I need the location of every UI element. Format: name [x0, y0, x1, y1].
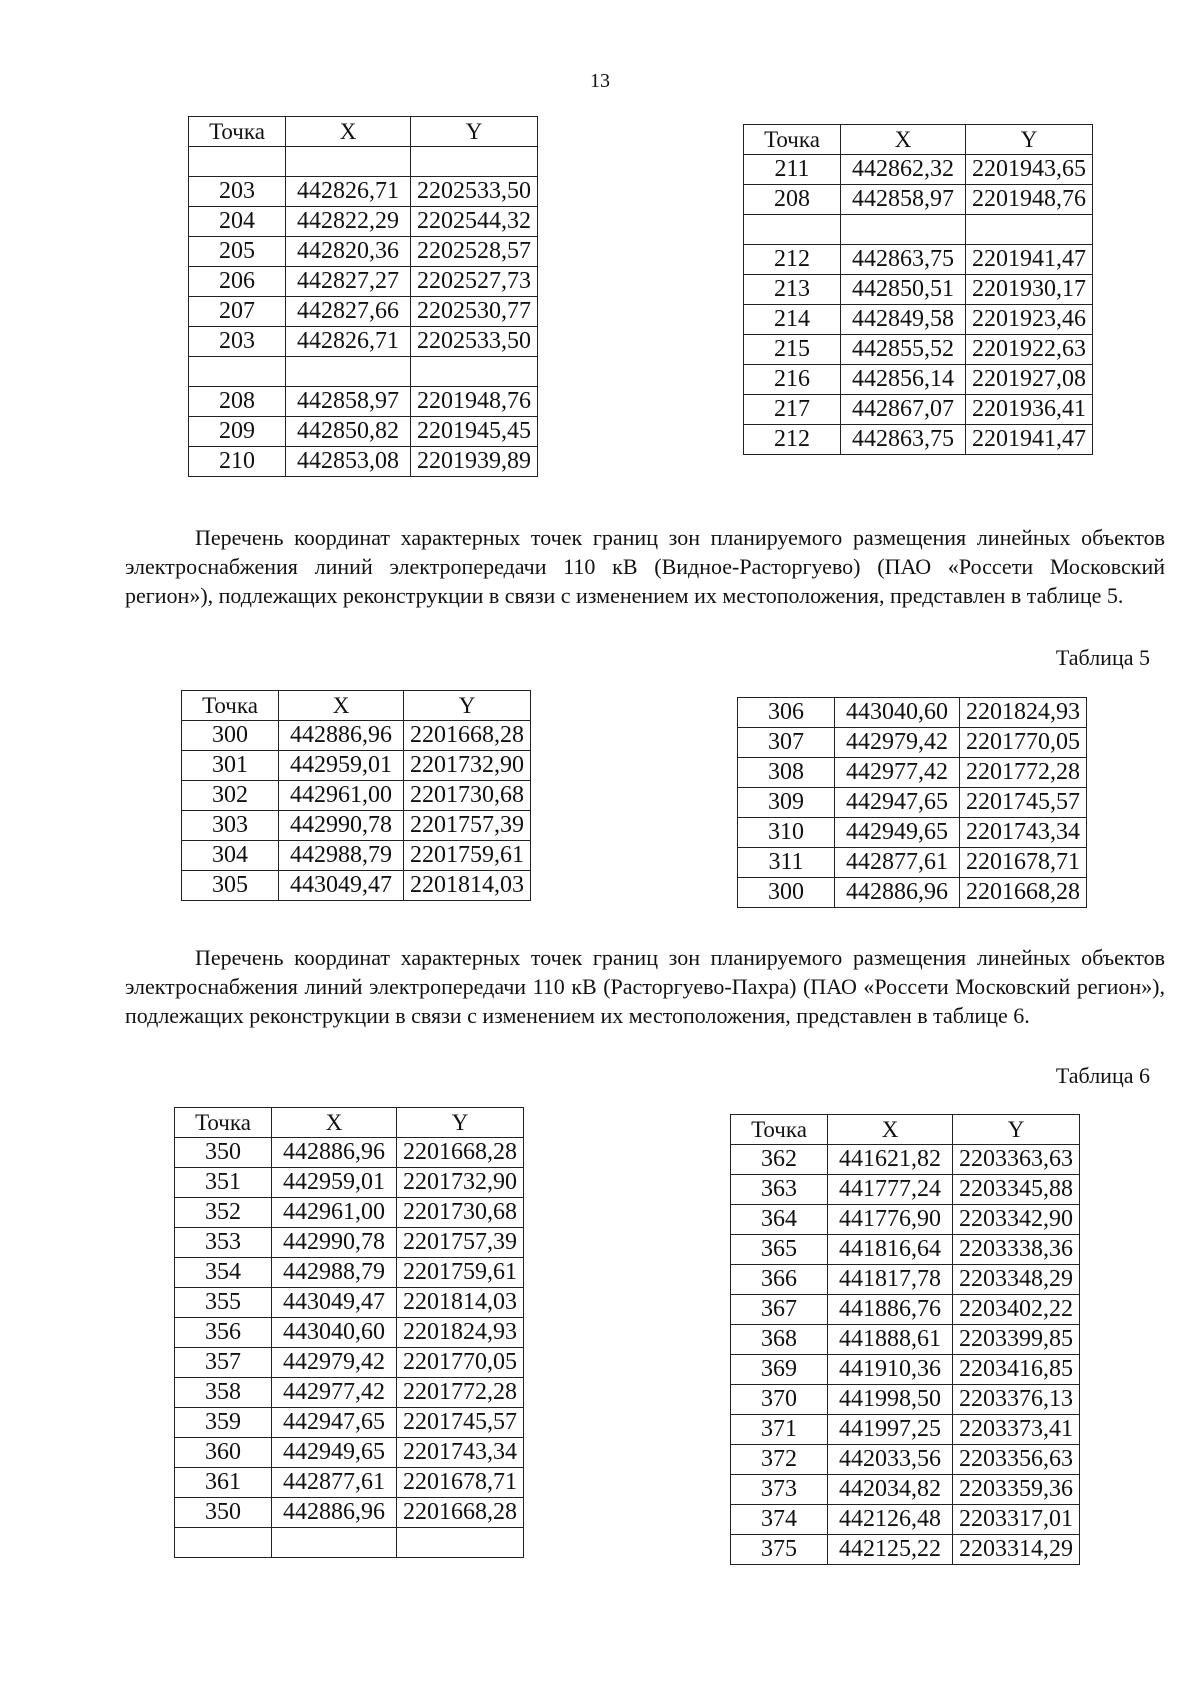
- x-cell: 442949,65: [835, 818, 960, 848]
- table-row: [189, 237, 538, 267]
- col-header-point: Точка: [175, 1108, 272, 1138]
- table-row: [738, 788, 1087, 818]
- point-cell: 352: [175, 1198, 272, 1228]
- table-row: [738, 698, 1087, 728]
- y-cell: 2201668,28: [404, 721, 531, 751]
- x-cell: 442977,42: [272, 1378, 397, 1408]
- table-row: [182, 841, 531, 871]
- col-header-point: Точка: [189, 117, 286, 147]
- table-row: [175, 1138, 524, 1168]
- x-cell: 441888,61: [828, 1325, 953, 1355]
- point-cell: 358: [175, 1378, 272, 1408]
- x-cell: 441998,50: [828, 1385, 953, 1415]
- point-cell: 303: [182, 811, 279, 841]
- table-row: [182, 721, 531, 751]
- table-row: [182, 751, 531, 781]
- y-cell: 2201668,28: [397, 1138, 524, 1168]
- coord-table: [174, 1107, 524, 1558]
- table-row: [175, 1498, 524, 1528]
- point-cell: 368: [731, 1325, 828, 1355]
- table-header-row: [175, 1108, 524, 1138]
- x-cell: [286, 147, 411, 177]
- table-row: [175, 1168, 524, 1198]
- y-cell: 2203356,63: [953, 1445, 1080, 1475]
- y-cell: 2201668,28: [960, 878, 1087, 908]
- y-cell: 2201945,45: [411, 417, 538, 447]
- table-row: [189, 147, 538, 177]
- y-cell: 2203363,63: [953, 1145, 1080, 1175]
- x-cell: 442886,96: [272, 1138, 397, 1168]
- x-cell: 442949,65: [272, 1438, 397, 1468]
- point-cell: 304: [182, 841, 279, 871]
- table-row: [189, 387, 538, 417]
- point-cell: 310: [738, 818, 835, 848]
- point-cell: 350: [175, 1138, 272, 1168]
- x-cell: 441886,76: [828, 1295, 953, 1325]
- table-row: [744, 215, 1093, 245]
- x-cell: 442850,82: [286, 417, 411, 447]
- point-cell: 206: [189, 267, 286, 297]
- point-cell: 207: [189, 297, 286, 327]
- point-cell: 213: [744, 275, 841, 305]
- y-cell: [397, 1528, 524, 1558]
- x-cell: 442856,14: [841, 365, 966, 395]
- x-cell: 443040,60: [272, 1318, 397, 1348]
- table-row: [731, 1145, 1080, 1175]
- point-cell: 353: [175, 1228, 272, 1258]
- table-row: [189, 447, 538, 477]
- table-row: [731, 1355, 1080, 1385]
- y-cell: 2201759,61: [404, 841, 531, 871]
- y-cell: 2203399,85: [953, 1325, 1080, 1355]
- x-cell: 442853,08: [286, 447, 411, 477]
- y-cell: 2203373,41: [953, 1415, 1080, 1445]
- point-cell: 359: [175, 1408, 272, 1438]
- x-cell: [272, 1528, 397, 1558]
- coord-table: [188, 116, 538, 477]
- point-cell: 367: [731, 1295, 828, 1325]
- x-cell: 442126,48: [828, 1505, 953, 1535]
- y-cell: 2201943,65: [966, 155, 1093, 185]
- point-cell: 361: [175, 1468, 272, 1498]
- y-cell: [966, 215, 1093, 245]
- table-row: [738, 848, 1087, 878]
- table-row: [189, 207, 538, 237]
- y-cell: 2201941,47: [966, 425, 1093, 455]
- y-cell: 2201936,41: [966, 395, 1093, 425]
- coord-table: [743, 124, 1093, 455]
- table-row: [738, 728, 1087, 758]
- point-cell: [189, 147, 286, 177]
- table-row: [189, 267, 538, 297]
- point-cell: 351: [175, 1168, 272, 1198]
- x-cell: 442033,56: [828, 1445, 953, 1475]
- point-cell: 203: [189, 327, 286, 357]
- y-cell: 2201772,28: [397, 1378, 524, 1408]
- y-cell: 2202533,50: [411, 327, 538, 357]
- x-cell: 442034,82: [828, 1475, 953, 1505]
- y-cell: 2202533,50: [411, 177, 538, 207]
- col-header-x: X: [279, 691, 404, 721]
- col-header-x: X: [272, 1108, 397, 1138]
- x-cell: 441910,36: [828, 1355, 953, 1385]
- x-cell: 442877,61: [835, 848, 960, 878]
- x-cell: 442822,29: [286, 207, 411, 237]
- table-row: [731, 1415, 1080, 1445]
- point-cell: [175, 1528, 272, 1558]
- y-cell: 2202527,73: [411, 267, 538, 297]
- point-cell: 307: [738, 728, 835, 758]
- table-row: [189, 177, 538, 207]
- y-cell: 2203376,13: [953, 1385, 1080, 1415]
- table-row: [189, 297, 538, 327]
- y-cell: 2201770,05: [397, 1348, 524, 1378]
- table-row: [189, 357, 538, 387]
- x-cell: 442827,27: [286, 267, 411, 297]
- point-cell: 214: [744, 305, 841, 335]
- table-row: [731, 1505, 1080, 1535]
- x-cell: 442849,58: [841, 305, 966, 335]
- point-cell: 302: [182, 781, 279, 811]
- point-cell: 363: [731, 1175, 828, 1205]
- table-row: [744, 185, 1093, 215]
- x-cell: 441777,24: [828, 1175, 953, 1205]
- table-row: [175, 1378, 524, 1408]
- x-cell: 442886,96: [835, 878, 960, 908]
- x-cell: 442858,97: [841, 185, 966, 215]
- x-cell: 442959,01: [272, 1168, 397, 1198]
- point-cell: 305: [182, 871, 279, 901]
- table-row: [731, 1445, 1080, 1475]
- table-row: [731, 1325, 1080, 1355]
- x-cell: [841, 215, 966, 245]
- y-cell: 2201930,17: [966, 275, 1093, 305]
- y-cell: 2201772,28: [960, 758, 1087, 788]
- table-row: [731, 1235, 1080, 1265]
- x-cell: 442863,75: [841, 425, 966, 455]
- point-cell: [744, 215, 841, 245]
- x-cell: 442988,79: [279, 841, 404, 871]
- point-cell: 300: [738, 878, 835, 908]
- table-row: [175, 1318, 524, 1348]
- point-cell: 366: [731, 1265, 828, 1295]
- point-cell: 204: [189, 207, 286, 237]
- table-row: [175, 1468, 524, 1498]
- x-cell: 441817,78: [828, 1265, 953, 1295]
- y-cell: 2201757,39: [397, 1228, 524, 1258]
- y-cell: 2202544,32: [411, 207, 538, 237]
- y-cell: 2201668,28: [397, 1498, 524, 1528]
- point-cell: 311: [738, 848, 835, 878]
- table-row: [744, 305, 1093, 335]
- y-cell: 2201922,63: [966, 335, 1093, 365]
- y-cell: 2201948,76: [966, 185, 1093, 215]
- table-row: [738, 818, 1087, 848]
- y-cell: 2201678,71: [397, 1468, 524, 1498]
- table-row: [738, 878, 1087, 908]
- point-cell: 360: [175, 1438, 272, 1468]
- y-cell: 2201743,34: [397, 1438, 524, 1468]
- table-row: [731, 1205, 1080, 1235]
- point-cell: 364: [731, 1205, 828, 1235]
- table-row: [731, 1535, 1080, 1565]
- table-row: [175, 1198, 524, 1228]
- point-cell: 354: [175, 1258, 272, 1288]
- table-row: [175, 1258, 524, 1288]
- point-cell: 362: [731, 1145, 828, 1175]
- point-cell: 212: [744, 425, 841, 455]
- table-row: [182, 811, 531, 841]
- y-cell: 2201948,76: [411, 387, 538, 417]
- x-cell: 442947,65: [835, 788, 960, 818]
- point-cell: 203: [189, 177, 286, 207]
- y-cell: 2201732,90: [397, 1168, 524, 1198]
- table5-caption: Таблица 5: [1055, 645, 1150, 670]
- y-cell: 2201824,93: [397, 1318, 524, 1348]
- y-cell: 2203317,01: [953, 1505, 1080, 1535]
- point-cell: 372: [731, 1445, 828, 1475]
- x-cell: 442125,22: [828, 1535, 953, 1565]
- y-cell: 2203345,88: [953, 1175, 1080, 1205]
- table-row: [175, 1408, 524, 1438]
- x-cell: 443049,47: [279, 871, 404, 901]
- y-cell: 2202530,77: [411, 297, 538, 327]
- point-cell: 373: [731, 1475, 828, 1505]
- table-header-row: [731, 1115, 1080, 1145]
- table6-caption: Таблица 6: [1055, 1063, 1150, 1088]
- y-cell: 2203342,90: [953, 1205, 1080, 1235]
- y-cell: 2201745,57: [960, 788, 1087, 818]
- y-cell: 2201678,71: [960, 848, 1087, 878]
- x-cell: 442820,36: [286, 237, 411, 267]
- y-cell: 2201730,68: [404, 781, 531, 811]
- table-header-row: [744, 125, 1093, 155]
- table-row: [175, 1288, 524, 1318]
- point-cell: 210: [189, 447, 286, 477]
- point-cell: 365: [731, 1235, 828, 1265]
- y-cell: [411, 147, 538, 177]
- x-cell: 443040,60: [835, 698, 960, 728]
- x-cell: 442886,96: [279, 721, 404, 751]
- point-cell: 370: [731, 1385, 828, 1415]
- y-cell: 2202528,57: [411, 237, 538, 267]
- table-row: [731, 1385, 1080, 1415]
- paragraph-table6-intro: Перечень координат характерных точек границ зон планируемого размещения линейных объектов электроснабжения линий электропередачи 110 кВ (Расторгуево-Пахра) (ПАО «Россети Московский регион»), подлежащих реконструкции в связи с изменением их местоположения, представлен в таблице 6.: [125, 945, 1165, 1028]
- table-row: [175, 1438, 524, 1468]
- x-cell: 442826,71: [286, 177, 411, 207]
- point-cell: 375: [731, 1535, 828, 1565]
- page-number: 13: [590, 70, 610, 92]
- table-row: [731, 1265, 1080, 1295]
- x-cell: 442850,51: [841, 275, 966, 305]
- col-header-y: Y: [953, 1115, 1080, 1145]
- x-cell: 442886,96: [272, 1498, 397, 1528]
- table-header-row: [189, 117, 538, 147]
- table-row: [731, 1175, 1080, 1205]
- x-cell: 442990,78: [272, 1228, 397, 1258]
- point-cell: 308: [738, 758, 835, 788]
- col-header-y: Y: [966, 125, 1093, 155]
- x-cell: 442867,07: [841, 395, 966, 425]
- table-row: [744, 275, 1093, 305]
- point-cell: 356: [175, 1318, 272, 1348]
- point-cell: 215: [744, 335, 841, 365]
- table-row: [175, 1228, 524, 1258]
- table-row: [189, 417, 538, 447]
- table-row: [175, 1528, 524, 1558]
- x-cell: 442961,00: [272, 1198, 397, 1228]
- y-cell: 2201732,90: [404, 751, 531, 781]
- table-row: [744, 335, 1093, 365]
- point-cell: [189, 357, 286, 387]
- y-cell: 2203402,22: [953, 1295, 1080, 1325]
- point-cell: 374: [731, 1505, 828, 1535]
- paragraph-table5-intro: Перечень координат характерных точек границ зон планируемого размещения линейных объектов электроснабжения линий электропередачи 110 кВ (Видное-Расторгуево) (ПАО «Россети Московский регион»), подлежащих реконструкции в связи с изменением их местоположения, представлен в таблице 5.: [125, 525, 1165, 608]
- point-cell: 216: [744, 365, 841, 395]
- point-cell: 300: [182, 721, 279, 751]
- table-row: [731, 1295, 1080, 1325]
- x-cell: 442947,65: [272, 1408, 397, 1438]
- point-cell: 205: [189, 237, 286, 267]
- point-cell: 309: [738, 788, 835, 818]
- coord-table: [730, 1114, 1080, 1565]
- x-cell: 441816,64: [828, 1235, 953, 1265]
- x-cell: 442855,52: [841, 335, 966, 365]
- col-header-y: Y: [404, 691, 531, 721]
- table-row: [731, 1475, 1080, 1505]
- y-cell: 2201743,34: [960, 818, 1087, 848]
- col-header-point: Точка: [182, 691, 279, 721]
- point-cell: 301: [182, 751, 279, 781]
- y-cell: 2201745,57: [397, 1408, 524, 1438]
- point-cell: 306: [738, 698, 835, 728]
- y-cell: 2201941,47: [966, 245, 1093, 275]
- table-row: [744, 395, 1093, 425]
- table-row: [189, 327, 538, 357]
- table-row: [744, 425, 1093, 455]
- table-row: [744, 155, 1093, 185]
- y-cell: 2201824,93: [960, 698, 1087, 728]
- x-cell: 442827,66: [286, 297, 411, 327]
- col-header-y: Y: [411, 117, 538, 147]
- col-header-point: Точка: [744, 125, 841, 155]
- x-cell: 442826,71: [286, 327, 411, 357]
- y-cell: 2201770,05: [960, 728, 1087, 758]
- col-header-point: Точка: [731, 1115, 828, 1145]
- y-cell: 2203314,29: [953, 1535, 1080, 1565]
- x-cell: 442979,42: [835, 728, 960, 758]
- point-cell: 209: [189, 417, 286, 447]
- table-row: [744, 365, 1093, 395]
- y-cell: 2201927,08: [966, 365, 1093, 395]
- table-header-row: [182, 691, 531, 721]
- x-cell: 441997,25: [828, 1415, 953, 1445]
- point-cell: 208: [189, 387, 286, 417]
- y-cell: 2203348,29: [953, 1265, 1080, 1295]
- col-header-y: Y: [397, 1108, 524, 1138]
- y-cell: 2203338,36: [953, 1235, 1080, 1265]
- point-cell: 371: [731, 1415, 828, 1445]
- table-row: [182, 781, 531, 811]
- y-cell: 2201730,68: [397, 1198, 524, 1228]
- point-cell: 212: [744, 245, 841, 275]
- y-cell: 2201939,89: [411, 447, 538, 477]
- x-cell: 442862,32: [841, 155, 966, 185]
- x-cell: 442877,61: [272, 1468, 397, 1498]
- x-cell: 442959,01: [279, 751, 404, 781]
- y-cell: 2201759,61: [397, 1258, 524, 1288]
- col-header-x: X: [841, 125, 966, 155]
- x-cell: 443049,47: [272, 1288, 397, 1318]
- point-cell: 355: [175, 1288, 272, 1318]
- table-row: [738, 758, 1087, 788]
- x-cell: 442863,75: [841, 245, 966, 275]
- point-cell: 369: [731, 1355, 828, 1385]
- col-header-x: X: [828, 1115, 953, 1145]
- y-cell: 2203416,85: [953, 1355, 1080, 1385]
- x-cell: 442988,79: [272, 1258, 397, 1288]
- x-cell: 442990,78: [279, 811, 404, 841]
- coord-table: [737, 697, 1087, 908]
- y-cell: 2201923,46: [966, 305, 1093, 335]
- point-cell: 350: [175, 1498, 272, 1528]
- coord-table: [181, 690, 531, 901]
- x-cell: 441621,82: [828, 1145, 953, 1175]
- point-cell: 357: [175, 1348, 272, 1378]
- col-header-x: X: [286, 117, 411, 147]
- y-cell: 2201814,03: [397, 1288, 524, 1318]
- y-cell: 2201757,39: [404, 811, 531, 841]
- x-cell: 442961,00: [279, 781, 404, 811]
- table-row: [175, 1348, 524, 1378]
- x-cell: 442979,42: [272, 1348, 397, 1378]
- x-cell: 442858,97: [286, 387, 411, 417]
- point-cell: 211: [744, 155, 841, 185]
- y-cell: 2203359,36: [953, 1475, 1080, 1505]
- point-cell: 217: [744, 395, 841, 425]
- point-cell: 208: [744, 185, 841, 215]
- y-cell: [411, 357, 538, 387]
- x-cell: [286, 357, 411, 387]
- x-cell: 442977,42: [835, 758, 960, 788]
- x-cell: 441776,90: [828, 1205, 953, 1235]
- y-cell: 2201814,03: [404, 871, 531, 901]
- table-row: [744, 245, 1093, 275]
- table-row: [182, 871, 531, 901]
